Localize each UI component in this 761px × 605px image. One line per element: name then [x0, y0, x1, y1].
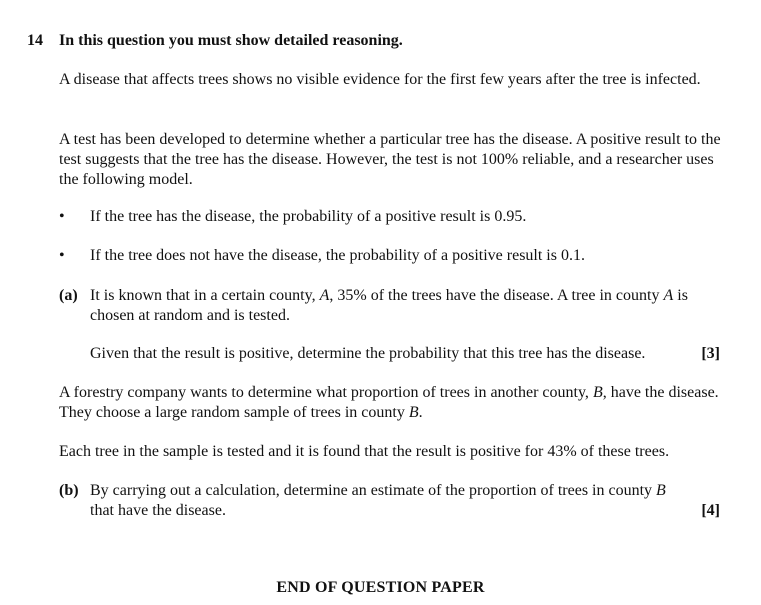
middle-paragraph-1	[59, 383, 727, 423]
question-header	[27, 31, 403, 51]
question-number: 14	[27, 32, 43, 49]
part-b-label: (b)	[59, 482, 79, 499]
part-a-text-1	[90, 286, 727, 326]
end-of-paper-footer: END OF QUESTION PAPER	[276, 579, 485, 596]
county-b-variable: B	[656, 482, 666, 499]
part-a-text-1b: , 35% of the trees have the disease. A tree in county	[329, 287, 664, 304]
bullet-text-2: If the tree does not have the disease, the probability of a positive result is 0.1.	[90, 247, 585, 264]
bullet-text-1: If the tree has the disease, the probability of a positive result is 0.95.	[90, 208, 527, 225]
part-a-text-1a: It is known that in a certain county,	[90, 287, 320, 304]
middle-text-1a: A forestry company wants to determine what proportion of trees in another county,	[59, 384, 593, 401]
middle-paragraph-2: Each tree in the sample is tested and it is found that the result is positive for 43% of these trees.	[59, 443, 670, 460]
intro-paragraph-1: A disease that affects trees shows no visible evidence for the first few years after the tree is infected.	[59, 71, 701, 88]
part-a-text-1c: is chosen at random and is tested.	[90, 287, 688, 324]
question-instruction: In this question you must show detailed reasoning.	[59, 32, 403, 49]
part-a-line-2	[90, 344, 720, 364]
part-a-label: (a)	[59, 287, 78, 304]
middle-text-1c: .	[418, 404, 423, 421]
part-a-text-2: Given that the result is positive, determine the probability that this tree has the disease.	[90, 345, 646, 362]
county-a-variable: A	[319, 287, 330, 304]
intro-paragraph-2: A test has been developed to determine whether a particular tree has the disease. A positive result to the test suggests that the tree has the disease. However, the test is not 100% reliable, and a researcher uses the following model.	[59, 131, 721, 188]
bullet-icon: •	[59, 247, 65, 264]
part-b-text	[90, 481, 690, 521]
county-b-variable: B	[592, 384, 603, 401]
bullet-icon: •	[59, 208, 65, 225]
county-b-variable: B	[408, 404, 419, 421]
county-a-variable: A	[663, 287, 674, 304]
part-b-text-b: that have the disease.	[90, 502, 226, 519]
part-a-marks: [3]	[701, 345, 720, 362]
part-b-text-a: By carrying out a calculation, determine an estimate of the proportion of trees in county	[90, 482, 657, 499]
middle-text-1b: , have the disease. They choose a large random sample of trees in county	[59, 384, 719, 421]
part-b-marks: [4]	[701, 502, 720, 519]
